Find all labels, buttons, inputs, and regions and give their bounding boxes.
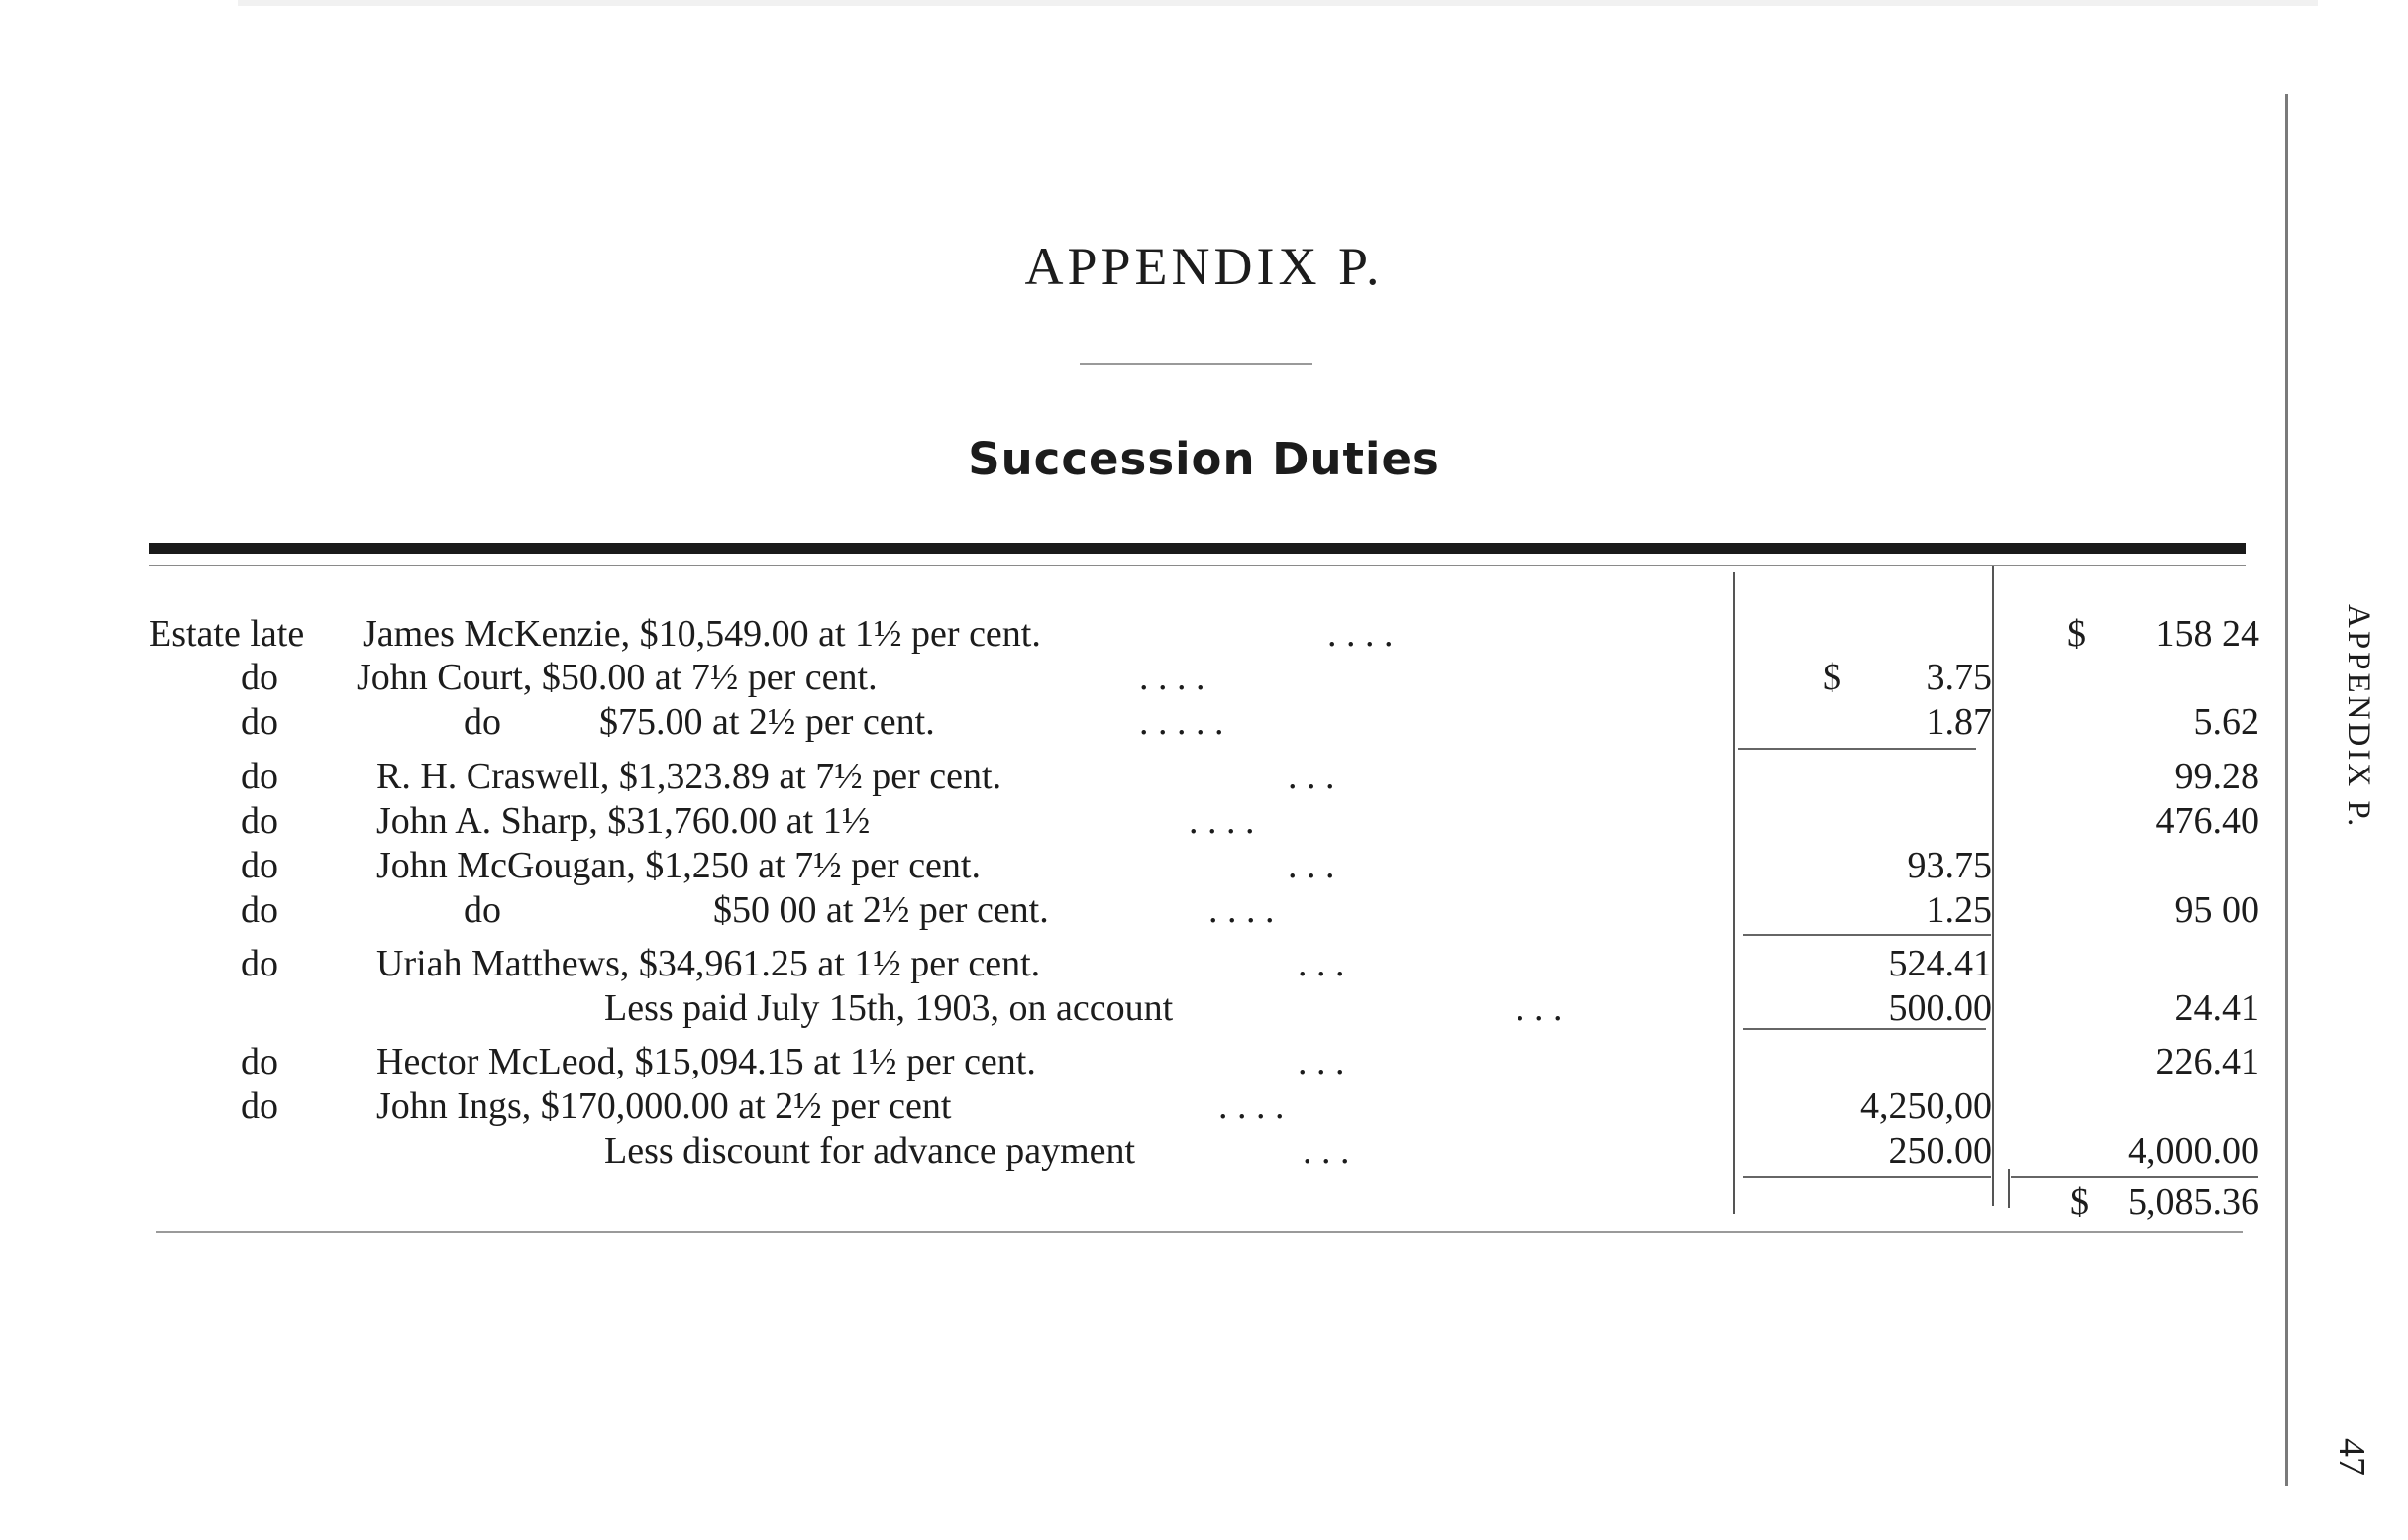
table-row: [0, 612, 2408, 656]
currency-symbol: $: [2070, 1181, 2089, 1223]
leader-dots: . . .: [1516, 987, 1563, 1029]
table-row: [0, 1129, 2408, 1173]
row-prefix: do: [241, 657, 278, 698]
side-running-head: APPENDIX P.: [2341, 604, 2376, 830]
amount-total: 24.41: [2174, 987, 2259, 1029]
row-description: John Ings, $170,000.00 at 2½ per cent: [376, 1085, 952, 1127]
table-row: [0, 656, 2408, 699]
leader-dots: . . . .: [1208, 889, 1275, 931]
row-prefix: do: [241, 1085, 278, 1127]
amount-total: 226.41: [2155, 1041, 2259, 1082]
appendix-title: APPENDIX P.: [1024, 237, 1384, 296]
row-description: $50 00 at 2½ per cent.: [713, 889, 1049, 931]
row-prefix: do: [241, 889, 278, 931]
row-description: James McKenzie, $10,549.00 at 1½ per cent.: [363, 613, 1041, 655]
row-prefix: do: [241, 1041, 278, 1082]
row-description: Less paid July 15th, 1903, on account: [604, 987, 1174, 1029]
table-row: [0, 844, 2408, 887]
currency-symbol: $: [2067, 613, 2086, 655]
table-row: [0, 755, 2408, 798]
table-row: [0, 1040, 2408, 1083]
amount-total: 99.28: [2174, 756, 2259, 797]
amount-item: 524.41: [1888, 943, 1992, 984]
table-row: [0, 799, 2408, 843]
leader-dots: . . .: [1298, 943, 1345, 984]
table-row: [0, 1084, 2408, 1128]
row-prefix: Estate late: [149, 613, 305, 655]
amount-item: 1.87: [1926, 701, 1992, 743]
row-prefix: do: [241, 800, 278, 842]
row-description: John A. Sharp, $31,760.00 at 1½: [376, 800, 871, 842]
row-prefix: do: [241, 701, 278, 743]
row-description: John Court, $50.00 at 7½ per cent.: [357, 657, 878, 698]
amount-total: 158 24: [2155, 613, 2259, 655]
table-row: [0, 986, 2408, 1030]
row-description: Uriah Matthews, $34,961.25 at 1½ per cent.: [376, 943, 1041, 984]
row-prefix: do: [241, 756, 278, 797]
page-number: 47: [2331, 1438, 2372, 1476]
total-row: [0, 1181, 2408, 1224]
row-ditto: do: [464, 701, 501, 743]
row-description: John McGougan, $1,250 at 7½ per cent.: [376, 845, 981, 886]
table-row: [0, 700, 2408, 744]
amount-item: 3.75: [1926, 657, 1992, 698]
section-title: Succession Duties: [968, 433, 1440, 485]
row-prefix: do: [241, 943, 278, 984]
amount-total: 95 00: [2174, 889, 2259, 931]
amount-total: 4,000.00: [2128, 1130, 2259, 1172]
amount-item: 250.00: [1888, 1130, 1992, 1172]
table-row: [0, 888, 2408, 932]
currency-symbol: $: [1823, 657, 1841, 698]
table-row: [0, 942, 2408, 985]
row-description: R. H. Craswell, $1,323.89 at 7½ per cent.: [376, 756, 1002, 797]
leader-dots: . . . .: [1189, 800, 1255, 842]
amount-item: 500.00: [1888, 987, 1992, 1029]
row-prefix: do: [241, 845, 278, 886]
table-bottom-rule: [156, 1231, 2243, 1233]
row-description: Less discount for advance payment: [604, 1130, 1136, 1172]
amount-item: 1.25: [1926, 889, 1992, 931]
leader-dots: . . .: [1298, 1041, 1345, 1082]
amount-item: 4,250,00: [1860, 1085, 1992, 1127]
row-description: $75.00 at 2½ per cent.: [599, 701, 935, 743]
row-description: Hector McLeod, $15,094.15 at 1½ per cent.: [376, 1041, 1036, 1082]
leader-dots: . . .: [1303, 1130, 1350, 1172]
row-ditto: do: [464, 889, 501, 931]
amount-total: 5.62: [2193, 701, 2259, 743]
leader-dots: . . . .: [1218, 1085, 1285, 1127]
leader-dots: . . . .: [1139, 657, 1205, 698]
leader-dots: . . .: [1288, 756, 1335, 797]
leader-dots: . . . .: [1327, 613, 1394, 655]
leader-dots: . . . . .: [1139, 701, 1224, 743]
amount-item: 93.75: [1907, 845, 1992, 886]
amount-total: 476.40: [2155, 800, 2259, 842]
page-frame-line: [2285, 94, 2288, 1486]
grand-total: 5,085.36: [2128, 1181, 2259, 1223]
leader-dots: . . .: [1288, 845, 1335, 886]
